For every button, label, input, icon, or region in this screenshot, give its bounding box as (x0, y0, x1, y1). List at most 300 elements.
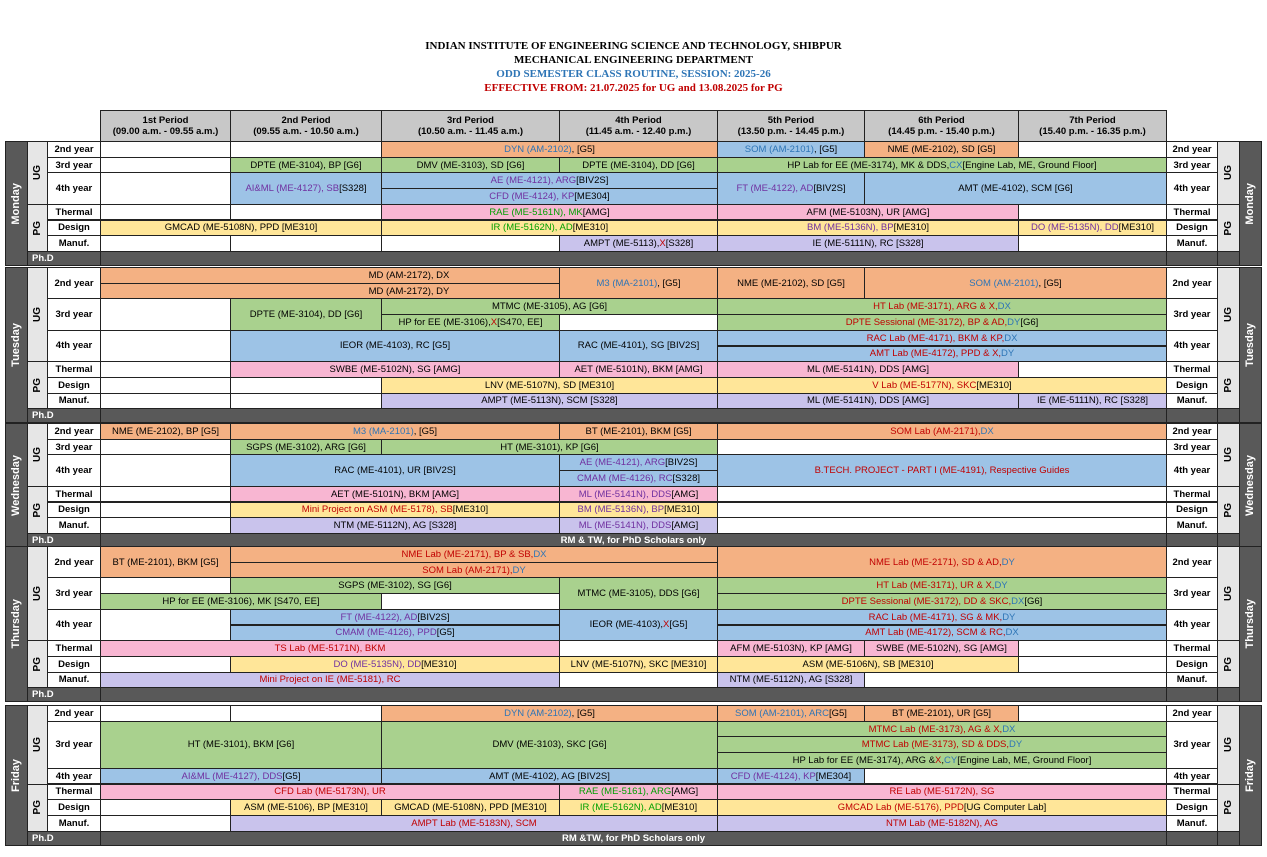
class-cell (864, 640, 1019, 657)
row-label-right (1166, 141, 1218, 158)
class-cell (717, 346, 1167, 363)
class-text: AET (ME-5101N), BKM [AMG] (330, 488, 460, 500)
row-label-text: 4th year (1173, 465, 1211, 477)
empty-cell (381, 593, 560, 610)
class-cell (381, 799, 560, 816)
empty-cell (559, 672, 718, 689)
row-label-left (47, 423, 101, 440)
row-label-text: 4th year (55, 619, 93, 631)
row-label-text: 4th year (1173, 340, 1211, 352)
row-label-text: Thermal (55, 364, 93, 376)
class-cell (559, 784, 718, 801)
class-cell (717, 736, 1167, 753)
pg-label-left (27, 640, 48, 688)
class-text: [S470, EE] (497, 316, 543, 328)
class-text: [G5] (282, 770, 301, 782)
class-cell (559, 486, 718, 503)
class-text: SWBE (ME-5102N), SG [AMG] (329, 364, 461, 376)
class-cell (100, 784, 560, 801)
period-time: (15.40 p.m. - 16.35 p.m.) (1039, 126, 1146, 137)
pg-text: PG (32, 378, 43, 393)
class-cell (864, 705, 1019, 722)
row-label-left (47, 815, 101, 832)
day-name: Wednesday (1244, 454, 1256, 516)
class-text: NME (ME-2102), BP [G5] (112, 425, 219, 437)
class-cell (717, 423, 1167, 440)
class-text: AMPT (ME-5113N), SCM [S328] (481, 395, 618, 407)
row-label-left (47, 502, 101, 519)
class-text: [ME304] (815, 770, 852, 782)
phd-text: Ph.D (32, 534, 54, 546)
class-text: MTMC Lab (ME-3173), SD & DDS, (861, 739, 1010, 751)
empty-cell (100, 799, 231, 816)
class-cell (1018, 220, 1167, 237)
empty-cell (100, 439, 231, 456)
phd-year-right (1166, 831, 1218, 846)
empty-cell (1018, 705, 1167, 722)
class-text: Mini Project on IE (ME-5181), RC (259, 674, 401, 686)
class-text: DPTE (ME-3104), BP [G6] (250, 159, 362, 171)
row-label-right (1166, 298, 1218, 330)
row-label-right (1166, 705, 1218, 722)
class-text: [BIV2S] (576, 175, 609, 187)
class-text: DYN (AM-2102) (504, 143, 572, 155)
class-text: AI&ML (ME-4127), SB (245, 183, 340, 195)
class-text: NTM Lab (ME-5182N), AG (886, 817, 998, 829)
row-label-left (47, 377, 101, 394)
row-label-text: Design (1176, 802, 1208, 814)
phd-row (100, 408, 1167, 423)
class-cell (230, 625, 560, 642)
row-label-left (47, 267, 101, 299)
phd-label-right (1217, 251, 1240, 266)
phd-label (27, 831, 101, 846)
row-label-right (1166, 784, 1218, 801)
row-label-text: Thermal (1173, 488, 1211, 500)
day-label-right (1239, 141, 1262, 266)
class-cell (717, 330, 1167, 347)
phd-label (27, 687, 101, 702)
class-text: DO (ME-5135N), DD (333, 658, 422, 670)
class-text: TS Lab (ME-5171N), BKM (274, 643, 386, 655)
empty-cell (1018, 204, 1167, 221)
class-text: HT Lab (ME-3171), UR & X, (876, 580, 995, 592)
class-text: MTMC Lab (ME-3173), AG & X, (868, 723, 1003, 735)
row-label-text: Design (58, 379, 90, 391)
class-text: ASM (ME-5106), BP [ME310] (244, 802, 368, 814)
empty-cell (100, 393, 231, 410)
class-text: [G5] (669, 619, 688, 631)
row-label-text: 2nd year (1172, 277, 1212, 289)
class-text: AFM (ME-5103N), KP [AMG] (730, 643, 852, 655)
row-label-text: Manuf. (1176, 817, 1208, 829)
phd-text: Ph.D (32, 689, 54, 701)
phd-label-right (1217, 831, 1240, 846)
ug-label-right (1217, 705, 1240, 785)
ug-label-left (27, 546, 48, 641)
row-label-text: 2nd year (54, 707, 94, 719)
pg-text: PG (1223, 502, 1234, 518)
class-text: MD (AM-2172), DY (368, 285, 450, 297)
class-cell (717, 172, 865, 204)
row-label-left (47, 721, 101, 769)
period-time: (10.50 a.m. - 11.45 a.m.) (417, 126, 524, 137)
row-label-text: Design (58, 658, 90, 670)
ug-text: UG (32, 586, 43, 602)
row-label-text: Design (1176, 379, 1208, 391)
row-label-text: Manuf. (1176, 520, 1208, 532)
day-label-left (5, 141, 28, 266)
row-label-left (47, 172, 101, 204)
pg-label-right (1217, 361, 1240, 409)
class-cell (559, 157, 718, 174)
class-cell (381, 220, 718, 237)
class-cell (230, 454, 560, 486)
row-label-right (1166, 546, 1218, 578)
row-label-text: Manuf. (58, 520, 90, 532)
class-cell (864, 141, 1019, 158)
day-name: Tuesday (10, 323, 22, 368)
row-label-right (1166, 267, 1218, 299)
ug-text: UG (1223, 165, 1234, 181)
class-text: [ME310] (1118, 222, 1154, 234)
class-cell (717, 705, 865, 722)
phd-year-right (1166, 251, 1218, 266)
day-label-right (1239, 267, 1262, 423)
pg-label-right (1217, 784, 1240, 832)
class-text: [AMG] (671, 520, 699, 532)
empty-cell (1018, 640, 1167, 657)
class-cell (717, 640, 865, 657)
period-name: 4th Period (615, 115, 662, 126)
phd-text: Ph.D (32, 832, 54, 844)
class-cell (381, 439, 718, 456)
day-name: Wednesday (10, 454, 22, 516)
class-text: IR (ME-5162N), AD (490, 222, 573, 234)
row-label-text: 3rd year (1173, 588, 1211, 600)
class-cell (559, 517, 718, 534)
row-label-text: Manuf. (58, 817, 90, 829)
class-text: AMT (ME-4102), SCM [G6] (958, 183, 1073, 195)
row-label-text: 3rd year (1173, 739, 1211, 751)
class-text: MD (AM-2172), DX (368, 269, 450, 281)
row-label-text: Design (1176, 504, 1208, 516)
row-label-text: Design (58, 222, 90, 234)
empty-cell (100, 361, 231, 378)
class-cell (381, 721, 718, 769)
pg-text: PG (1223, 378, 1234, 393)
class-text: IR (ME-5162N), AD (579, 802, 662, 814)
class-cell (381, 393, 718, 410)
row-label-text: Manuf. (1176, 674, 1208, 686)
empty-cell (100, 486, 231, 503)
ug-label-right (1217, 141, 1240, 205)
class-cell (559, 656, 718, 673)
class-text: CFD (ME-4124), KP (730, 770, 816, 782)
empty-cell (1018, 656, 1167, 673)
day-label-left (5, 705, 28, 846)
class-cell (717, 593, 1167, 610)
period-name: 5th Period (767, 115, 815, 126)
row-label-left (47, 330, 101, 362)
class-cell (230, 517, 560, 534)
row-label-text: Manuf. (1176, 238, 1208, 250)
class-cell (230, 486, 560, 503)
class-cell (864, 267, 1167, 299)
period-name: 6th Period (918, 115, 965, 126)
row-label-left (47, 609, 101, 641)
class-text: DX (1005, 627, 1019, 639)
row-label-text: Thermal (1173, 364, 1211, 376)
day-label-left (5, 546, 28, 702)
phd-label-right (1217, 687, 1240, 702)
empty-cell (100, 298, 231, 330)
row-label-text: 2nd year (54, 425, 94, 437)
row-label-left (47, 204, 101, 221)
row-label-text: Thermal (55, 786, 93, 798)
class-text: CFD (ME-4124), KP (489, 190, 575, 202)
class-cell (559, 330, 718, 362)
class-text: [G5] (436, 627, 455, 639)
period-time: (09.00 a.m. - 09.55 a.m.) (112, 126, 219, 137)
empty-cell (717, 517, 1167, 534)
class-text: X (659, 238, 666, 250)
class-text: X (490, 316, 498, 328)
phd-row (100, 687, 1167, 702)
class-text: DYN (AM-2102) (504, 707, 572, 719)
ug-text: UG (1223, 737, 1234, 753)
empty-cell (100, 330, 231, 362)
ug-label-left (27, 423, 48, 487)
row-label-text: 4th year (55, 340, 93, 352)
class-text: BM (ME-5136N), BP (807, 222, 894, 234)
class-cell (717, 609, 1167, 626)
row-label-text: 3rd year (55, 739, 93, 751)
class-text: HP Lab for EE (ME-3174), MK & DDS, (787, 159, 950, 171)
class-text: [BIV2S] (417, 611, 450, 623)
class-text: CY (944, 754, 958, 766)
day-name: Tuesday (1244, 323, 1256, 368)
class-text: M3 (MA-2101) (353, 425, 414, 437)
class-text: CFD Lab (ME-5173N), UR (274, 786, 386, 798)
ug-text: UG (1223, 447, 1234, 463)
class-cell (717, 454, 1167, 486)
class-text: M3 (MA-2101) (596, 277, 658, 289)
class-text: AMT Lab (ME-4172), SCM & RC, (865, 627, 1006, 639)
empty-cell (100, 705, 231, 722)
class-text: CMAM (ME-4126), RC (576, 472, 673, 484)
class-text: DMV (ME-3103), SKC [G6] (492, 739, 607, 751)
class-text: DY (512, 564, 526, 576)
row-label-left (47, 577, 101, 609)
class-cell (230, 656, 560, 673)
class-text: , [G5] (657, 277, 681, 289)
row-label-left (47, 220, 101, 237)
row-label-text: Manuf. (1176, 395, 1208, 407)
class-text: AE (ME-4121), ARG (579, 457, 666, 469)
class-text: LNV (ME-5107N), SKC [ME310] (570, 658, 707, 670)
empty-cell (100, 656, 231, 673)
class-text: AMPT Lab (ME-5183N), SCM (411, 817, 537, 829)
class-cell (717, 784, 1167, 801)
period-time: (13.50 p.m. - 14.45 p.m.) (737, 126, 845, 137)
class-text: AE (ME-4121), ARG (490, 175, 577, 187)
class-cell (230, 330, 560, 362)
row-label-left (47, 705, 101, 722)
empty-cell (100, 377, 231, 394)
empty-cell (230, 204, 382, 221)
class-text: BT (ME-2101), BKM [G5] (112, 556, 219, 568)
class-cell (717, 204, 1019, 221)
empty-cell (100, 609, 231, 641)
class-text: [S328] (672, 472, 700, 484)
row-label-left (47, 298, 101, 330)
empty-cell (864, 672, 1167, 689)
class-text: DPTE (ME-3104), DD [G6] (582, 159, 695, 171)
class-cell (100, 546, 231, 578)
ug-label-right (1217, 267, 1240, 362)
empty-cell (717, 502, 1167, 519)
row-label-right (1166, 439, 1218, 456)
class-text: BT (ME-2101), BKM [G5] (585, 425, 692, 437)
class-text: SOM Lab (AM-2171), (890, 425, 981, 437)
row-label-text: 2nd year (1172, 425, 1212, 437)
pg-text: PG (32, 657, 43, 672)
row-label-right (1166, 609, 1218, 641)
class-text: , [G5] (413, 425, 437, 437)
class-cell (717, 815, 1167, 832)
class-text: [Engine Lab, ME, Ground Floor] (957, 754, 1092, 766)
class-text: IEOR (ME-4103), RC [G5] (339, 340, 451, 352)
ug-text: UG (32, 737, 43, 753)
class-text: IE (ME-5111N), RC [S328] (1036, 395, 1149, 407)
row-label-text: 4th year (1173, 183, 1211, 195)
class-cell (717, 768, 865, 785)
class-text: [ME310] (421, 658, 457, 670)
row-label-right (1166, 721, 1218, 769)
class-text: IE (ME-5111N), RC [S328] (812, 238, 924, 250)
row-label-right (1166, 454, 1218, 486)
row-label-text: 4th year (55, 183, 93, 195)
phd-year-right (1166, 408, 1218, 423)
class-cell (559, 423, 718, 440)
class-cell (717, 546, 1167, 578)
period-time: (14.45 p.m. - 15.40 p.m.) (888, 126, 995, 137)
class-text: CMAM (ME-4126), PPD (335, 627, 437, 639)
phd-text: Ph.D (32, 252, 54, 264)
class-text: [G6] (1020, 316, 1039, 328)
ug-label-right (1217, 546, 1240, 641)
row-label-text: 3rd year (1173, 159, 1211, 171)
class-text: NTM (ME-5112N), AG [S328] (333, 520, 457, 532)
row-label-text: 2nd year (1172, 143, 1212, 155)
session-title: ODD SEMESTER CLASS ROUTINE, SESSION: 2025-26 (496, 68, 771, 80)
class-text: LNV (ME-5107N), SD [ME310] (484, 379, 615, 391)
class-text: DPTE (ME-3104), DD [G6] (249, 309, 363, 321)
row-label-left (47, 486, 101, 503)
class-text: HP Lab for EE (ME-3174), ARG & (792, 754, 936, 766)
class-text: RAC (ME-4101), UR [BIV2S] (334, 465, 456, 477)
class-text: DX (980, 425, 994, 437)
empty-cell (717, 439, 1167, 456)
row-label-left (47, 361, 101, 378)
class-text: HT Lab (ME-3171), ARG & X, (873, 301, 998, 313)
period-name: 2nd Period (281, 115, 331, 126)
period-header (1018, 110, 1167, 142)
class-cell (381, 705, 718, 722)
class-text: ML (ME-5141N), DDS (578, 488, 672, 500)
class-text: [Engine Lab, ME, Ground Floor] (962, 159, 1097, 171)
class-cell (559, 470, 718, 487)
row-label-text: 4th year (55, 770, 93, 782)
class-cell (717, 752, 1167, 769)
empty-cell (381, 235, 560, 252)
row-label-left (47, 157, 101, 174)
class-text: DX (1002, 723, 1016, 735)
row-label-text: Thermal (1173, 643, 1211, 655)
class-text: SOM (AM-2101) (969, 277, 1039, 289)
row-label-right (1166, 815, 1218, 832)
class-text: AET (ME-5101N), BKM [AMG] (574, 364, 703, 376)
class-text: RAC Lab (ME-4171), SG & MK, (868, 611, 1003, 623)
class-cell (381, 157, 560, 174)
class-cell (1018, 393, 1167, 410)
class-text: DY (1001, 556, 1015, 568)
class-cell (381, 314, 560, 331)
class-text: NME (ME-2102), SD [G5] (737, 277, 845, 289)
class-cell (230, 172, 382, 204)
pg-label-right (1217, 640, 1240, 688)
row-label-text: Design (58, 504, 90, 516)
empty-cell (864, 768, 1167, 785)
row-label-text: Design (1176, 222, 1208, 234)
class-text: NME (ME-2102), SD [G5] (887, 143, 996, 155)
empty-cell (100, 204, 231, 221)
row-label-right (1166, 577, 1218, 609)
class-text: HT (ME-3101), KP [G6] (500, 441, 599, 453)
class-text: [ME310] (976, 379, 1012, 391)
row-label-left (47, 799, 101, 816)
class-cell (717, 314, 1167, 331)
class-cell (230, 799, 382, 816)
class-text: , [G5] (1038, 277, 1062, 289)
class-cell (381, 204, 718, 221)
class-text: [BIV2S] (665, 457, 698, 469)
class-text: [UG Computer Lab] (963, 802, 1047, 814)
row-label-right (1166, 220, 1218, 237)
class-text: DY (1002, 611, 1016, 623)
class-text: BM (ME-5136N), BP (577, 504, 665, 516)
class-text: DX (533, 548, 547, 560)
class-text: SGPS (ME-3102), SG [G6] (338, 580, 452, 592)
empty-cell (100, 157, 231, 174)
row-label-right (1166, 377, 1218, 394)
class-cell (230, 298, 382, 330)
class-text: HP for EE (ME-3106), MK [S470, EE] (162, 595, 320, 607)
class-cell (717, 377, 1167, 394)
class-text: [G6] (1024, 595, 1043, 607)
ug-label-left (27, 141, 48, 205)
row-label-left (47, 517, 101, 534)
class-cell (100, 423, 231, 440)
class-text: V Lab (ME-5177N), SKC (872, 379, 977, 391)
row-label-right (1166, 423, 1218, 440)
class-cell (100, 768, 382, 785)
period-header (559, 110, 718, 142)
class-text: DY (1009, 739, 1023, 751)
row-label-text: 3rd year (1173, 441, 1211, 453)
empty-cell (100, 172, 231, 204)
